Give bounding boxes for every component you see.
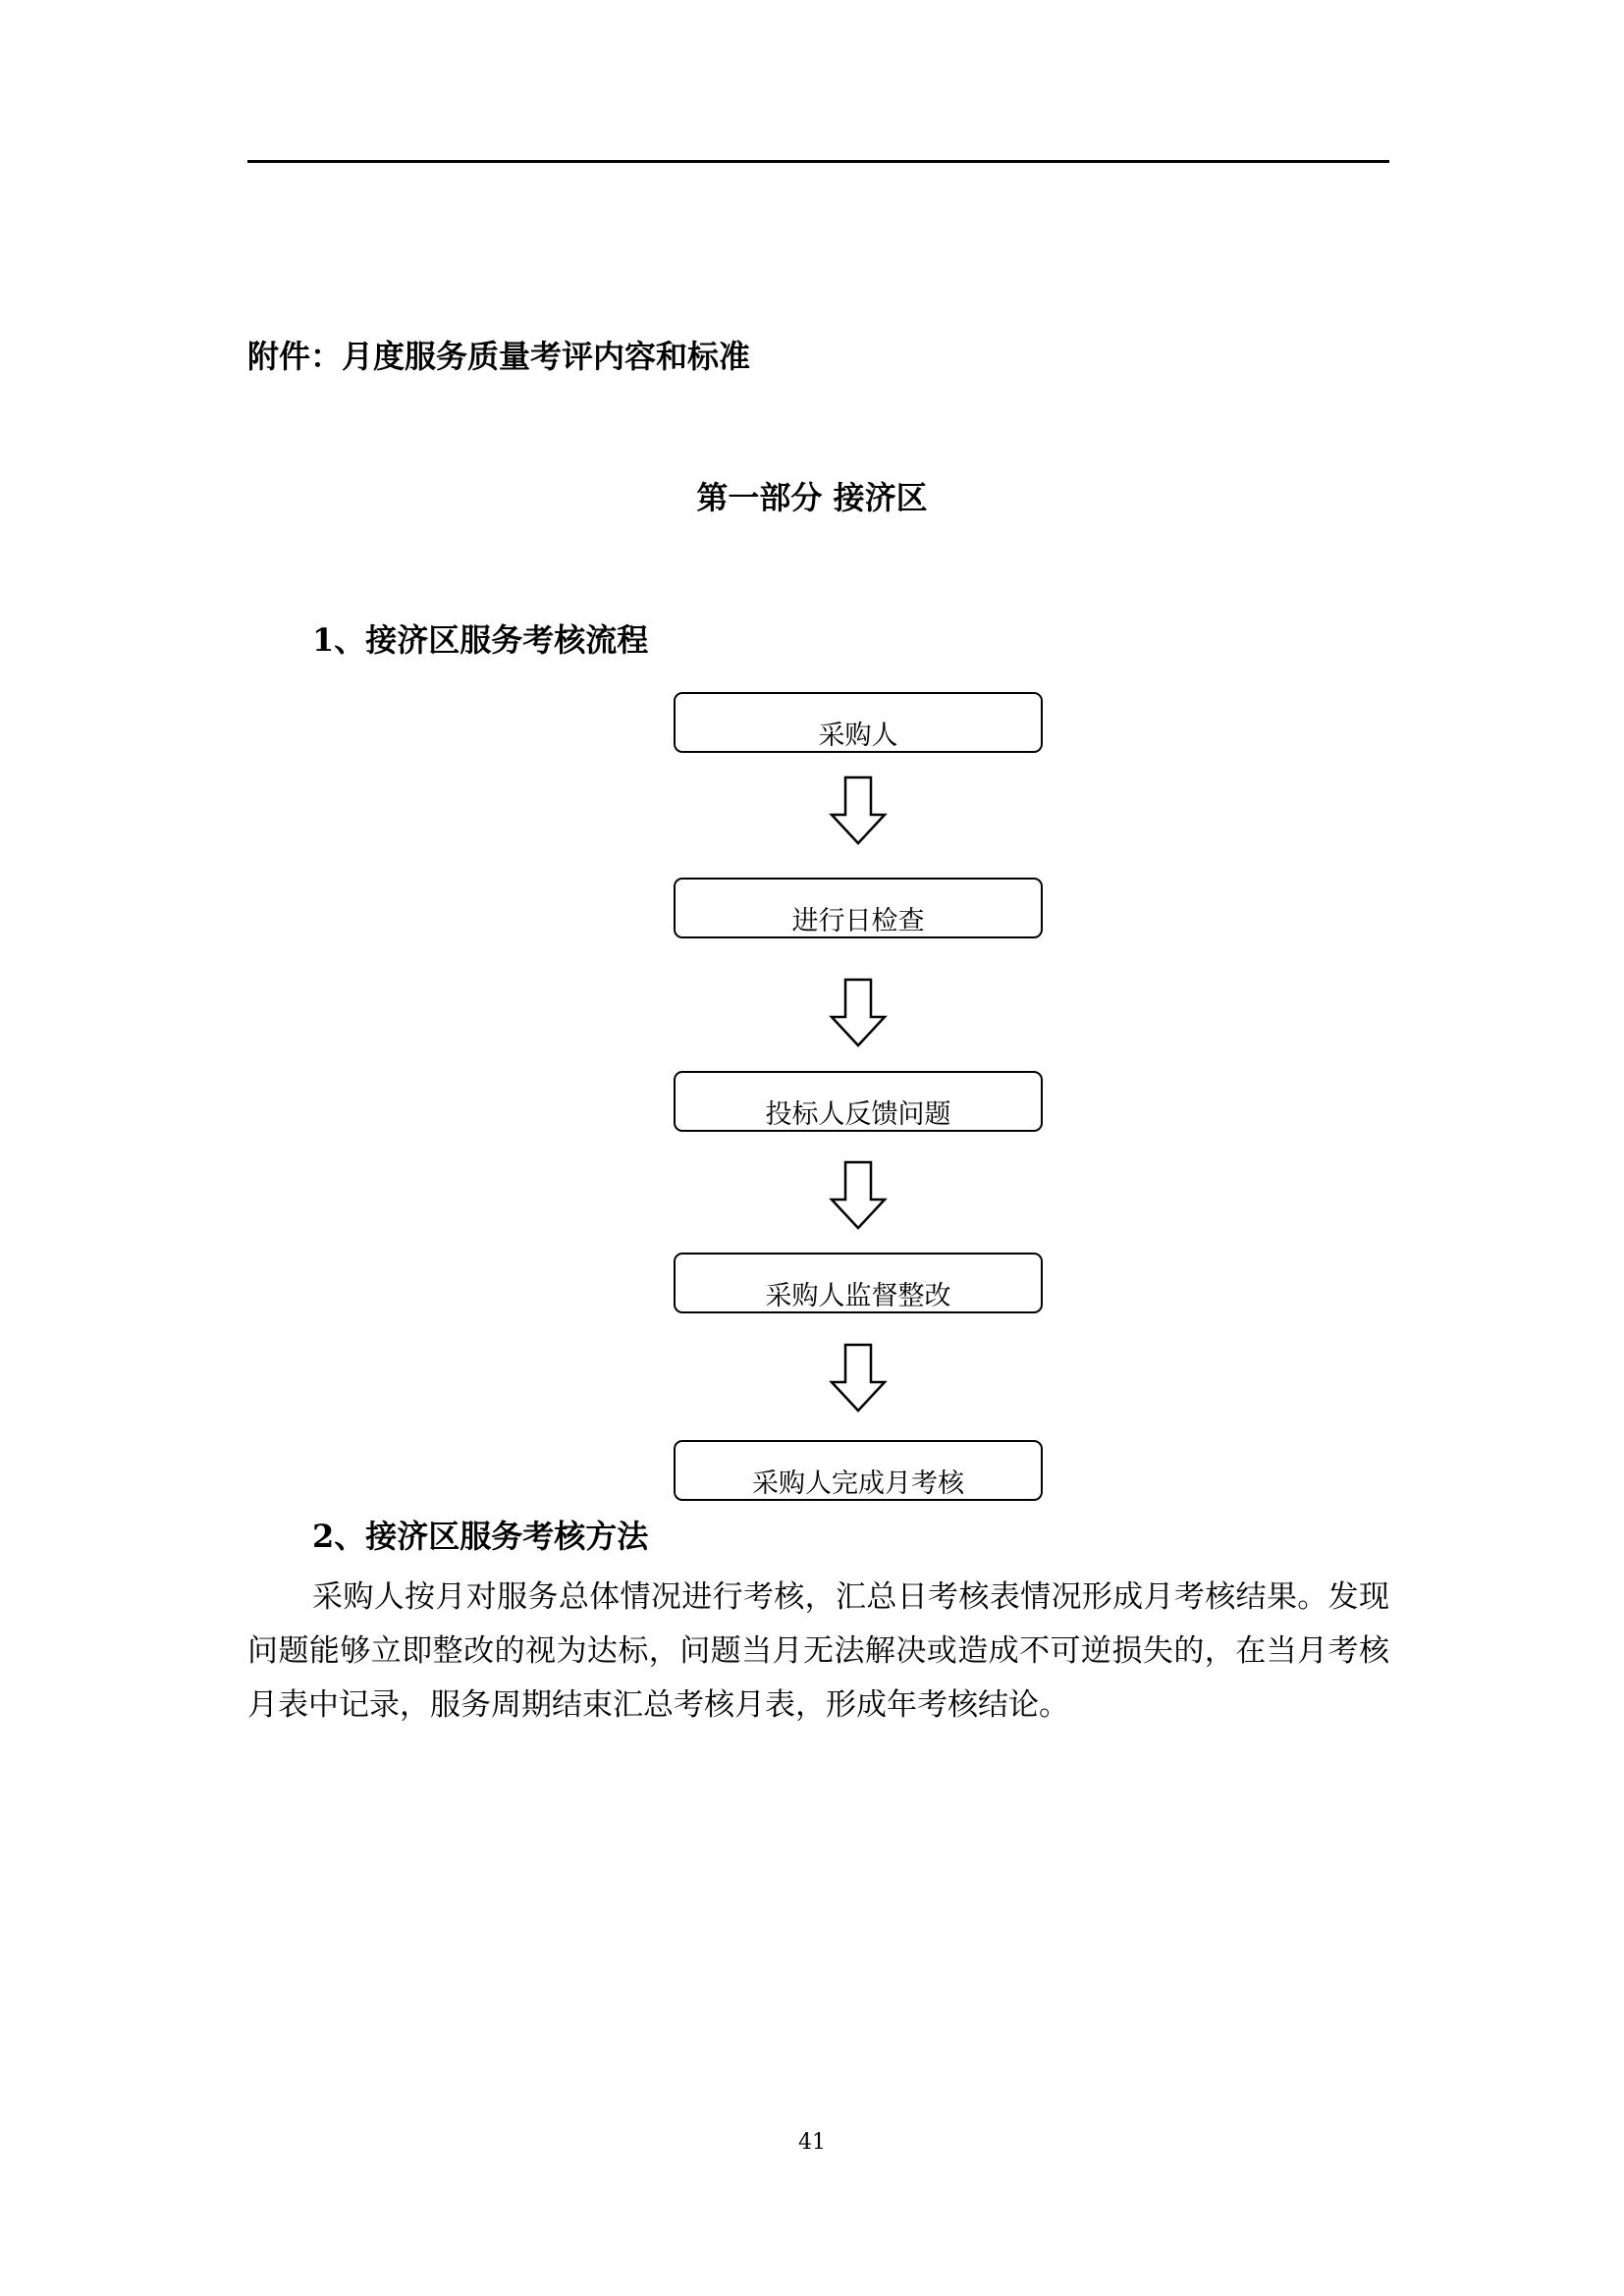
hollow-down-arrow-icon: [828, 1343, 889, 1414]
section-heading-method: 2、接济区服务考核方法: [312, 1518, 649, 1555]
flow-step-label: 采购人完成月考核: [752, 1468, 964, 1499]
flow-step-supervise-rectification: [674, 1253, 1043, 1313]
hollow-down-arrow-icon: [828, 978, 889, 1048]
flow-step-label: 采购人: [818, 721, 898, 751]
flow-step-monthly-assessment: [674, 1440, 1043, 1501]
page-number: 41: [798, 2130, 826, 2155]
part-title: 第一部分 接济区: [696, 479, 928, 516]
section-heading-flow: 1、接济区服务考核流程: [312, 621, 649, 659]
flow-step-label: 进行日检查: [791, 906, 925, 936]
flow-step-label: 采购人监督整改: [765, 1281, 951, 1311]
hollow-down-arrow-icon: [828, 1160, 889, 1231]
flow-step-bidder-feedback: [674, 1071, 1043, 1132]
flow-step-purchaser: [674, 692, 1043, 753]
header-rule: [247, 160, 1389, 163]
flow-step-label: 投标人反馈问题: [765, 1099, 951, 1130]
attachment-title: 附件：月度服务质量考评内容和标准: [247, 338, 751, 375]
flow-step-daily-inspection: [674, 878, 1043, 938]
hollow-down-arrow-icon: [828, 775, 889, 846]
method-paragraph: 采购人按月对服务总体情况进行考核，汇总日考核表情况形成月考核结果。发现问题能够立即整改的视为达标，问题当月无法解决或造成不可逆损失的，在当月考核月表中记录，服务周期结束汇总考核月表，形成年考核结论。: [247, 1579, 1389, 1723]
